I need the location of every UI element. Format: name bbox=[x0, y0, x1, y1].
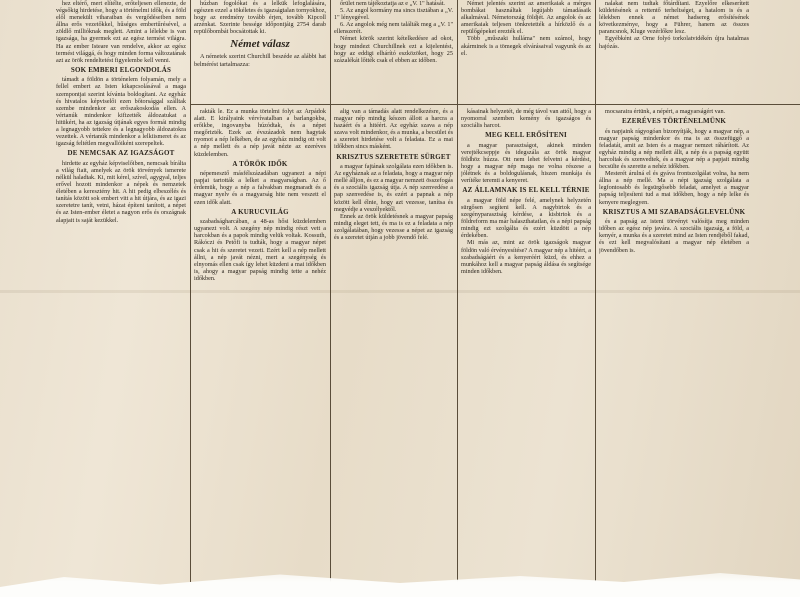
article-title: Német válasz bbox=[230, 38, 290, 51]
subheading: MEG KELL ERŐSÍTENI bbox=[485, 131, 567, 140]
column-5-top bbox=[599, 0, 749, 103]
paragraph: Német körök szerint kételkedésre ad okot, hogy mindezt Churchillnek ezt a kijelentést, hogy az eddigi elhárító eszközöket, hogy 25 százalékát lőtték csak el ebben az időben. bbox=[334, 35, 453, 64]
column-4 bbox=[461, 108, 591, 558]
subheading: AZ ÁLLAMNAK IS EL KELL TÉRNIE bbox=[462, 186, 590, 195]
paragraph: húzban fogolókat és a lelkük lefoglalására, egészen ezzel a tökéletes és igazságtalan tornyokhoz, hogy az eredmény tovább érjen, tovább Kipcoll arzénkat. Szerinte bessége időpontjáig 2754 darab repülőbombát bocsátottak ki. bbox=[194, 0, 326, 36]
header-divider bbox=[595, 0, 596, 105]
column-4-top bbox=[461, 0, 591, 103]
paragraph: alig van a támadás alatt rendelkezésre, és a magyar nép mindig készen állott a harcra a hazáért és a hitéért. Az egyház szava a nép szava volt mindenkor, és a munka, a becsület és a szeretet hirdetése volt a feladata. Ez a mai időkben sincs másként. bbox=[334, 108, 453, 151]
subheading: SOK EMBERI ELGONDOLÁS bbox=[70, 65, 172, 74]
paragraph: Mi más az, mint az örök igazságok magyar földön való érvényesítése? A magyar nép a hitéért, a szabadságáért és a kenyeréért küzd, és ehhez a munkához kell a magyar papság áldása és segítsége minden időkben. bbox=[461, 239, 591, 275]
paragraph: a magyar fajtának szolgálata ezen időkben is. Az egyháznak az a feladata, hogy a magyar nép mellé álljon, és ez a magyar nemzeti összefogás és a szociális igazság útja. A nép szenvedése a pap szenvedése is, és ezért a papnak a nép között kell élnie, hogy azt vezesse, tanítsa és megvédje a veszélyektől. bbox=[334, 163, 453, 213]
paragraph: kásainak helyzetét, de még távol van attól, hogy a nyomorral szemben kemény és igazságos és szociális harcot. bbox=[461, 108, 591, 130]
column-2 bbox=[194, 108, 326, 558]
header-divider bbox=[330, 0, 331, 105]
column-divider bbox=[190, 105, 191, 585]
subheading: DE NEMCSAK AZ IGAZSÁGOT bbox=[67, 149, 175, 158]
paragraph: nalakat nem tudtak főtárdítani. Ezyelőre elkeserített küldetésének a rettentő terheltséget, a hatalom is és a lélekben ennek a német hadsereg erősítésének következménye, hogy a Führer, hanem az összes parancsnok, Kluge vezérlőkre lesz. bbox=[599, 0, 749, 36]
paragraph: hez eltérő, mert elítélte, erőteljesen ellenezte, de végsőkig hirdetése, hogy a történelmi idők, és a föld elől menekült viharaiban és vergődéseiben nem állna erős vezetőkkel, hűséges embertűrésével, a zöldlő millióknak meglett. Amint a lélekbe is van igazsága, ha gyermek ezt az egész termést világra. Ha az ember Isteare van rendelve, akkor az egész termést világgá, és hogy minden forma változatának azt az örök rendeltetést figyelembe kell venni. bbox=[56, 0, 186, 64]
paper-fold bbox=[0, 290, 800, 293]
paragraph: hirdette az egyház képviselőiben, nemcsak bírálta a világ fiait, amelyek az örök törvények ismerete nélkül haladtak. Ki, mit kérel, szível, agygyal, teljes erővel hozott mindenkor a népek és nemzetek életében a keresztény hit. A hit pedig elbeszélés és tanítás között sok embert vitt a hit útjára, és az igazi szeretetre tanít, vetni, házat építeni tanított, a népet és az Isten-ember életet a nagyon erős és országnak alapjait is saját kezükkel. bbox=[56, 159, 186, 224]
paragraph: rakták le. Ez a munka törtelmi folyt az Árpádok alatt. E királyaink vérvívatalban a barlangokba, erőikbe, ingovanyba húzódtak, és a népet megőrizték. Ezek az évszázadok nem hagytak nyomot a nép lelkében, de az egyház mindig ott volt a nép mellett és a nép javát nézte az ezeréves küzdelemben. bbox=[194, 108, 326, 158]
paragraph: és a papság az isteni törvényt valósítja meg minden időben az egész nép javára. A szociális igazság, a föld, a kenyér, a munka és a szeretet mind az Isten rendjéből fakad, és ezt kell megvalósítani a magyar nép életében a jövendőben is. bbox=[599, 218, 749, 254]
paragraph: a magyar parasztságot, akinek minden verejtékcseppje és idegszála az örök magyar földhöz húzza. Ott nem lehet felvetni a kérdést, hogy a magyar nép maga ne volna részese a jólétnek és a boldogulásnak, hiszen munkája és verítéke teremti a kenyeret. bbox=[461, 141, 591, 185]
subheading: A KURUCVILÁG bbox=[231, 207, 289, 216]
column-2-top bbox=[194, 0, 326, 103]
paragraph: A németek szerint Churchill beszéde az alábbi hat belmérést tartalmazza: bbox=[194, 53, 326, 68]
header-divider bbox=[190, 0, 191, 105]
paragraph: és napjaink rágyogóan bizonyítják, hogy a magyar nép, a magyar papság mindenkor és ma is az összefüggő a feladatát, amit az Isten és a magyar nemzet ráhárított. Az egyház mindig a nép mellett állt, a nép és a papság együtt harcoltak és szenvedtek, és a magyar nép a papjait mindig becsülte és szerette a nehéz időkben. bbox=[599, 127, 749, 171]
paragraph: Német jelentés szerint az amerikaiak a mérges bombákat használtak legújabb támadásaik alkalmával. Németország földjét. Az angolok és az amerikaiak teljesen tönkretették a hírközlő és a repülőgépeket erezték el. bbox=[461, 0, 591, 36]
column-1 bbox=[56, 0, 186, 560]
paragraph: Több „műszaki hulláma" nem számol, hogy akárminek is a tömegek elvárásaival vagyunk és az el. bbox=[461, 35, 591, 57]
subheading: KRISZTUS A MI SZABADSÁGLEVELÜNK bbox=[602, 207, 746, 216]
section-rule bbox=[190, 104, 800, 105]
paragraph: szabadságharcában, a 48-as hősi küzdelemben ugyanezt volt. A szegény nép mindig részt vett a harcokban és a papok mindig velük voltak. Kossuth, Rákóczi és Petőfi is tudták, hogy a magyar népet csak a hit és szeretet vezeti. Ezért kell a nép mellett állni, a nép javát nézni, mert a szegénység és elnyomás ellen csak így lehet küzdeni a mai időkben is, ahogy a magyar papság mindig tette a nehéz időkben. bbox=[194, 218, 326, 282]
paragraph: mocsaraira értünk, a népért, a magyarságért van. bbox=[605, 108, 726, 115]
column-divider bbox=[457, 105, 458, 585]
header-divider bbox=[457, 0, 458, 105]
paragraph: őrület nem tájékoztatja az e „V. 1" hatását. bbox=[340, 0, 445, 7]
paragraph: népemesztő másfélszázadában ugyanezt a népi papjai tartották a lelket a magyarságban. Az ő érdemük, hogy a nép a falvakban megmaradt és a magyar nyelv és a magyarság hite nem veszett el ezen idők alatt. bbox=[194, 170, 326, 206]
paragraph: Mesterét árulná el és gyáva frontszolgálat volna, ha nem állna a nép mellé. Ma a népi igazság szolgálata a legfontosabb és legsürgősebb feladat, amelyet a magyar papság teljesíteni tud a mai időkben, hogy a nép lelke és kenyere meglegyen. bbox=[599, 170, 749, 206]
paragraph: Egyébként az Orne folyó torkolatvidékén újra hatalmas hajózás. bbox=[599, 35, 749, 50]
column-3 bbox=[334, 108, 453, 558]
subheading: EZERÉVES TÖRTÉNELMÜNK bbox=[622, 117, 726, 126]
subheading: A TÖRÖK IDŐK bbox=[232, 159, 288, 168]
subheading: KRISZTUS SZERETETE SÜRGET bbox=[336, 152, 451, 161]
list-item: 5. Az angol kormány ma sincs tisztában a „V. 1" lényegével. bbox=[334, 7, 453, 22]
list-item: 6. Az angolok még nem találták meg a „V. 1" ellenszerét. bbox=[334, 21, 453, 36]
paragraph: támadt a földön a történelem folyamán, mely a fellel embert az Isten kikapcsolásával a maga szempontjai szerint kívánta boldogítani. Az egyház és hivatalos képviselői ezen bőtorsággal szálltak szembe mindenkor az erőszakoskodás ellen. A vértanúk mindenkor kifizették áldozatukat a hitükért, ha az igazság útjának egyes formái mindig a legnagyobb tettekre és a legnagyobb áldozatokra vezettek. A vértanúk mindenkor a lelkiismeret és az igazság feltétlen megvallóiként szerepeltek. bbox=[56, 76, 186, 148]
column-5 bbox=[599, 108, 749, 558]
paragraph: a magyar föld népe felé, amelynek helyzetén sürgősen segíteni kell. A nagybirtok és a szegényparasztság kérdése, a kisbirtok és a földreform ma már halaszthatatlan, és a népi papság mindig ezt szolgálta és ezért küzdött a nép érdekében. bbox=[461, 196, 591, 240]
column-3-top bbox=[334, 0, 453, 103]
column-divider bbox=[330, 105, 331, 585]
column-divider bbox=[595, 105, 596, 585]
paragraph: Ennek az örök küldetésnek a magyar papság mindig eleget tett, és ma is ez a feladata a nép szolgálatában, hogy vezesse a népet az igazság és a szeretet útján a jobb jövendő felé. bbox=[334, 212, 453, 241]
